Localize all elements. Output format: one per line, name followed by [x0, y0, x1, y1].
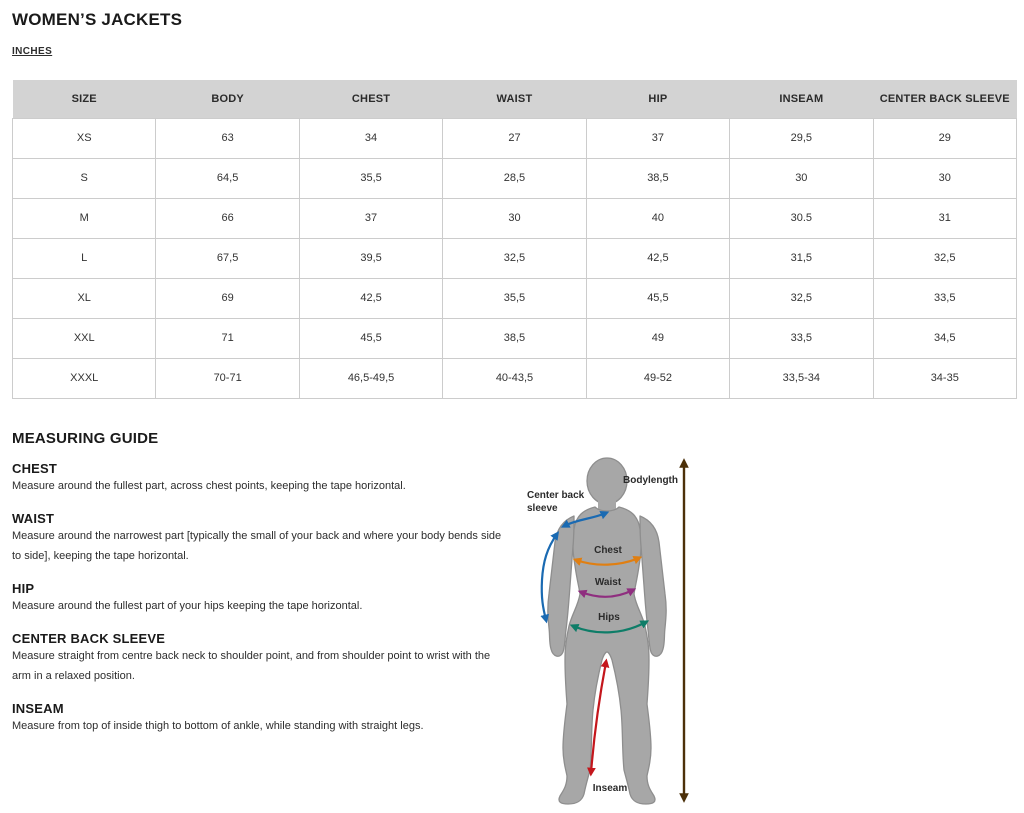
section-title: HIP [12, 580, 35, 596]
table-cell: M [13, 198, 156, 238]
center-back-sleeve-label-line1: Center back [527, 490, 585, 501]
section-title: INSEAM [12, 700, 64, 716]
table-cell: 32,5 [873, 238, 1016, 278]
units-toggle-link[interactable]: INCHES [12, 46, 53, 57]
guide-section-hip [12, 581, 517, 616]
table-cell: S [13, 158, 156, 198]
measuring-guide-title: MEASURING GUIDE [12, 429, 159, 447]
hips-label: Hips [598, 612, 620, 623]
body-measurement-diagram [512, 450, 772, 813]
table-row-m [13, 198, 1017, 238]
table-cell: 69 [156, 278, 299, 318]
guide-section-waist [12, 511, 517, 566]
waist-label: Waist [594, 577, 622, 588]
inseam-label: Inseam [592, 783, 628, 794]
table-cell: 66 [156, 198, 299, 238]
table-cell: 28,5 [443, 158, 586, 198]
section-title: CHEST [12, 460, 58, 476]
table-cell: 46,5-49,5 [299, 358, 442, 398]
guide-section-chest [12, 461, 517, 496]
section-description: Measure around the fullest part, across chest points, keeping the tape horizontal. [12, 479, 406, 492]
center-back-sleeve-label-line2: sleeve [527, 503, 558, 514]
table-cell: 37 [586, 118, 729, 158]
table-cell: 34,5 [873, 318, 1016, 358]
table-cell: 49-52 [586, 358, 729, 398]
table-cell: 45,5 [299, 318, 442, 358]
table-cell: XS [13, 118, 156, 158]
table-cell: 38,5 [443, 318, 586, 358]
table-cell: 38,5 [586, 158, 729, 198]
table-row-xxl [13, 318, 1017, 358]
table-row-xxxl [13, 358, 1017, 398]
table-row-l [13, 238, 1017, 278]
section-title: WAIST [12, 510, 55, 526]
table-cell: 42,5 [299, 278, 442, 318]
table-cell: 37 [299, 198, 442, 238]
table-row-xs [13, 118, 1017, 158]
table-cell: XXL [13, 318, 156, 358]
column-header-body: BODY [156, 80, 299, 118]
column-header-chest: CHEST [299, 80, 442, 118]
table-cell: 30 [873, 158, 1016, 198]
column-header-hip: HIP [586, 80, 729, 118]
table-cell: 63 [156, 118, 299, 158]
table-cell: 30 [443, 198, 586, 238]
table-cell: 31 [873, 198, 1016, 238]
table-cell: 33,5 [873, 278, 1016, 318]
table-cell: 33,5 [730, 318, 873, 358]
table-cell: 32,5 [443, 238, 586, 278]
table-cell: 40 [586, 198, 729, 238]
page-title: WOMEN’S JACKETS [12, 10, 183, 29]
table-cell: 45,5 [586, 278, 729, 318]
column-header-size: SIZE [13, 80, 156, 118]
table-cell: XL [13, 278, 156, 318]
table-cell: 64,5 [156, 158, 299, 198]
table-cell: 42,5 [586, 238, 729, 278]
table-cell: 29 [873, 118, 1016, 158]
size-table-header [13, 80, 1017, 118]
table-cell: 49 [586, 318, 729, 358]
section-description: Measure from top of inside thigh to bottom of ankle, while standing with straight legs. [12, 719, 424, 732]
body-silhouette [548, 458, 666, 804]
bodylength-label: Bodylength [623, 475, 678, 486]
section-title: CENTER BACK SLEEVE [12, 630, 166, 646]
chest-label: Chest [594, 545, 622, 556]
table-cell: 40-43,5 [443, 358, 586, 398]
column-header-inseam: INSEAM [730, 80, 873, 118]
table-row-s [13, 158, 1017, 198]
size-table [12, 80, 1017, 399]
table-cell: 30.5 [730, 198, 873, 238]
table-cell: 34 [299, 118, 442, 158]
table-cell: 29,5 [730, 118, 873, 158]
table-cell: 70-71 [156, 358, 299, 398]
section-description: Measure straight from centre back neck to shoulder point, and from shoulder point to wrist with the arm in a relaxed position. [12, 649, 491, 682]
table-cell: L [13, 238, 156, 278]
column-header-center-back-sleeve: CENTER BACK SLEEVE [873, 80, 1016, 118]
table-cell: 31,5 [730, 238, 873, 278]
table-row-xl [13, 278, 1017, 318]
header-row [13, 80, 1017, 118]
section-description: Measure around the narrowest part [typically the small of your back and where your body bends side to side], keeping the tape horizontal. [12, 529, 502, 562]
silhouette-neck [598, 494, 616, 511]
section-description: Measure around the fullest part of your hips keeping the tape horizontal. [12, 599, 363, 612]
table-cell: 33,5-34 [730, 358, 873, 398]
table-cell: 35,5 [443, 278, 586, 318]
table-cell: 27 [443, 118, 586, 158]
table-cell: 32,5 [730, 278, 873, 318]
table-cell: 67,5 [156, 238, 299, 278]
table-cell: XXXL [13, 358, 156, 398]
table-cell: 30 [730, 158, 873, 198]
guide-section-center-back-sleeve [12, 631, 517, 686]
table-cell: 71 [156, 318, 299, 358]
table-cell: 35,5 [299, 158, 442, 198]
guide-section-inseam [12, 701, 517, 736]
column-header-waist: WAIST [443, 80, 586, 118]
table-cell: 39,5 [299, 238, 442, 278]
table-cell: 34-35 [873, 358, 1016, 398]
